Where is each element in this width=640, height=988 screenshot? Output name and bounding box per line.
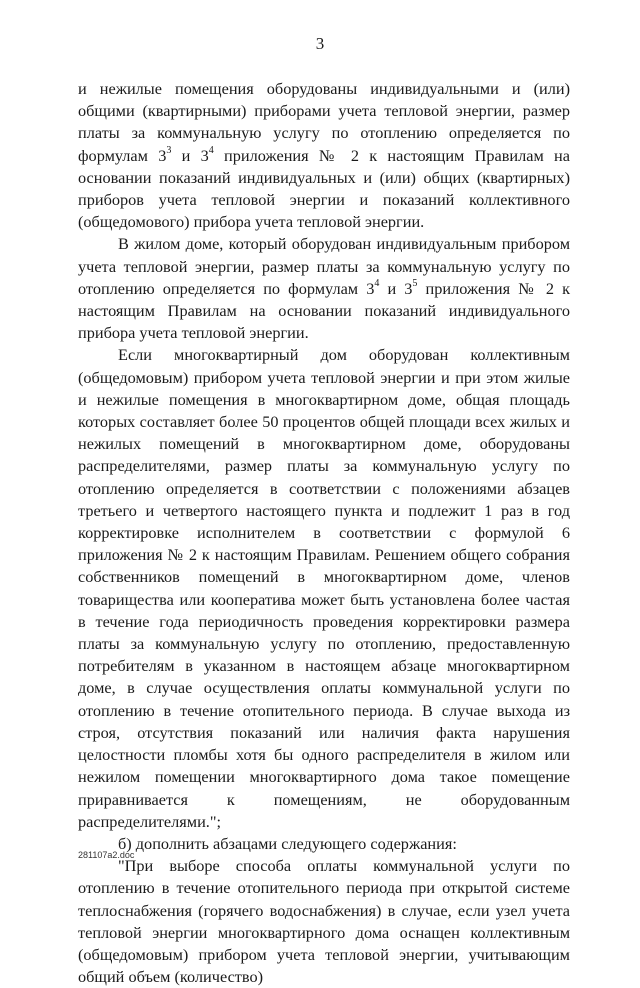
formula-superscript: 4 bbox=[374, 278, 380, 290]
paragraph-1-text-c: приложения № 2 к настоящим Правилам на основании показаний индивидуальных и (или) общих (квартирных) приборов учета тепловой энергии и показаний коллективного (общедомового) прибора учета тепловой энергии. bbox=[78, 145, 570, 232]
paragraph-2-text-a: В жилом доме, который оборудован индивидуальным прибором учета тепловой энергии, размер платы за коммунальную услугу по отоплению определяется по формулам 3 bbox=[78, 234, 570, 298]
page-number: 3 bbox=[315, 34, 325, 53]
paragraph-2-text-b: и 3 bbox=[379, 278, 413, 298]
formula-superscript: 3 bbox=[166, 145, 172, 157]
paragraph-1-text-a: и нежилые помещения оборудованы индивидуальными и (или) общими (квартирными) приборами учета тепловой энергии, размер платы за коммунальную услугу по отоплению определяется по формулам 3 bbox=[78, 79, 570, 165]
paragraph-4: б) дополнить абзацами следующего содержания: bbox=[118, 833, 457, 853]
paragraph-1-text-b: и 3 bbox=[171, 145, 209, 165]
footer-filename: 281107a2.doc bbox=[78, 850, 135, 860]
paragraph-5: "При выборе способа оплаты коммунальной услуги по отоплению в течение отопительного периода при открытой системе теплоснабжения (горячего водоснабжения) в случае, если узел учета тепловой энергии многоквартирного дома оснащен коллективным (общедомовым) прибором учета тепловой энергии, учитывающим общий объем (количество) bbox=[78, 856, 570, 987]
document-body bbox=[78, 78, 570, 988]
paragraph-3: Если многоквартирный дом оборудован коллективным (общедомовым) прибором учета тепловой энергии и при этом жилые и нежилые помещения в многоквартирном доме, общая площадь которых составляет более 50 процентов общей площади всех жилых и нежилых помещений в многоквартирном доме, оборудованы распределителями, размер платы за коммунальную услугу по отоплению определяется в соответствии с положениями абзацев третьего и четвертого настоящего пункта и подлежит 1 раз в год корректировке исполнителем в соответствии с формулой 6 приложения № 2 к настоящим Правилам. Решением общего собрания собственников помещений в многоквартирном доме, членов товарищества или кооператива может быть установлена более частая в течение года периодичность проведения корректировки размера платы за коммунальную услугу по отоплению, предоставленную потребителям в указанном в настоящем абзаце многоквартирном доме, в случае осуществления оплаты коммунальной услуги по отоплению в течение отопительного периода. В случае выхода из строя, отсутствия показаний или наличия факта нарушения целостности пломбы хотя бы одного распределителя в жилом или нежилом помещении многоквартирного дома такое помещение приравнивается к помещениям, не оборудованным распределителями."; bbox=[78, 345, 570, 831]
paragraph-2 bbox=[78, 233, 570, 344]
formula-superscript: 4 bbox=[208, 145, 214, 157]
formula-superscript: 5 bbox=[412, 278, 418, 290]
paragraph-2-text-c: приложения № 2 к настоящим Правилам на основании показаний индивидуального прибора учета тепловой энергии. bbox=[78, 278, 571, 343]
paragraph-1 bbox=[78, 78, 570, 233]
